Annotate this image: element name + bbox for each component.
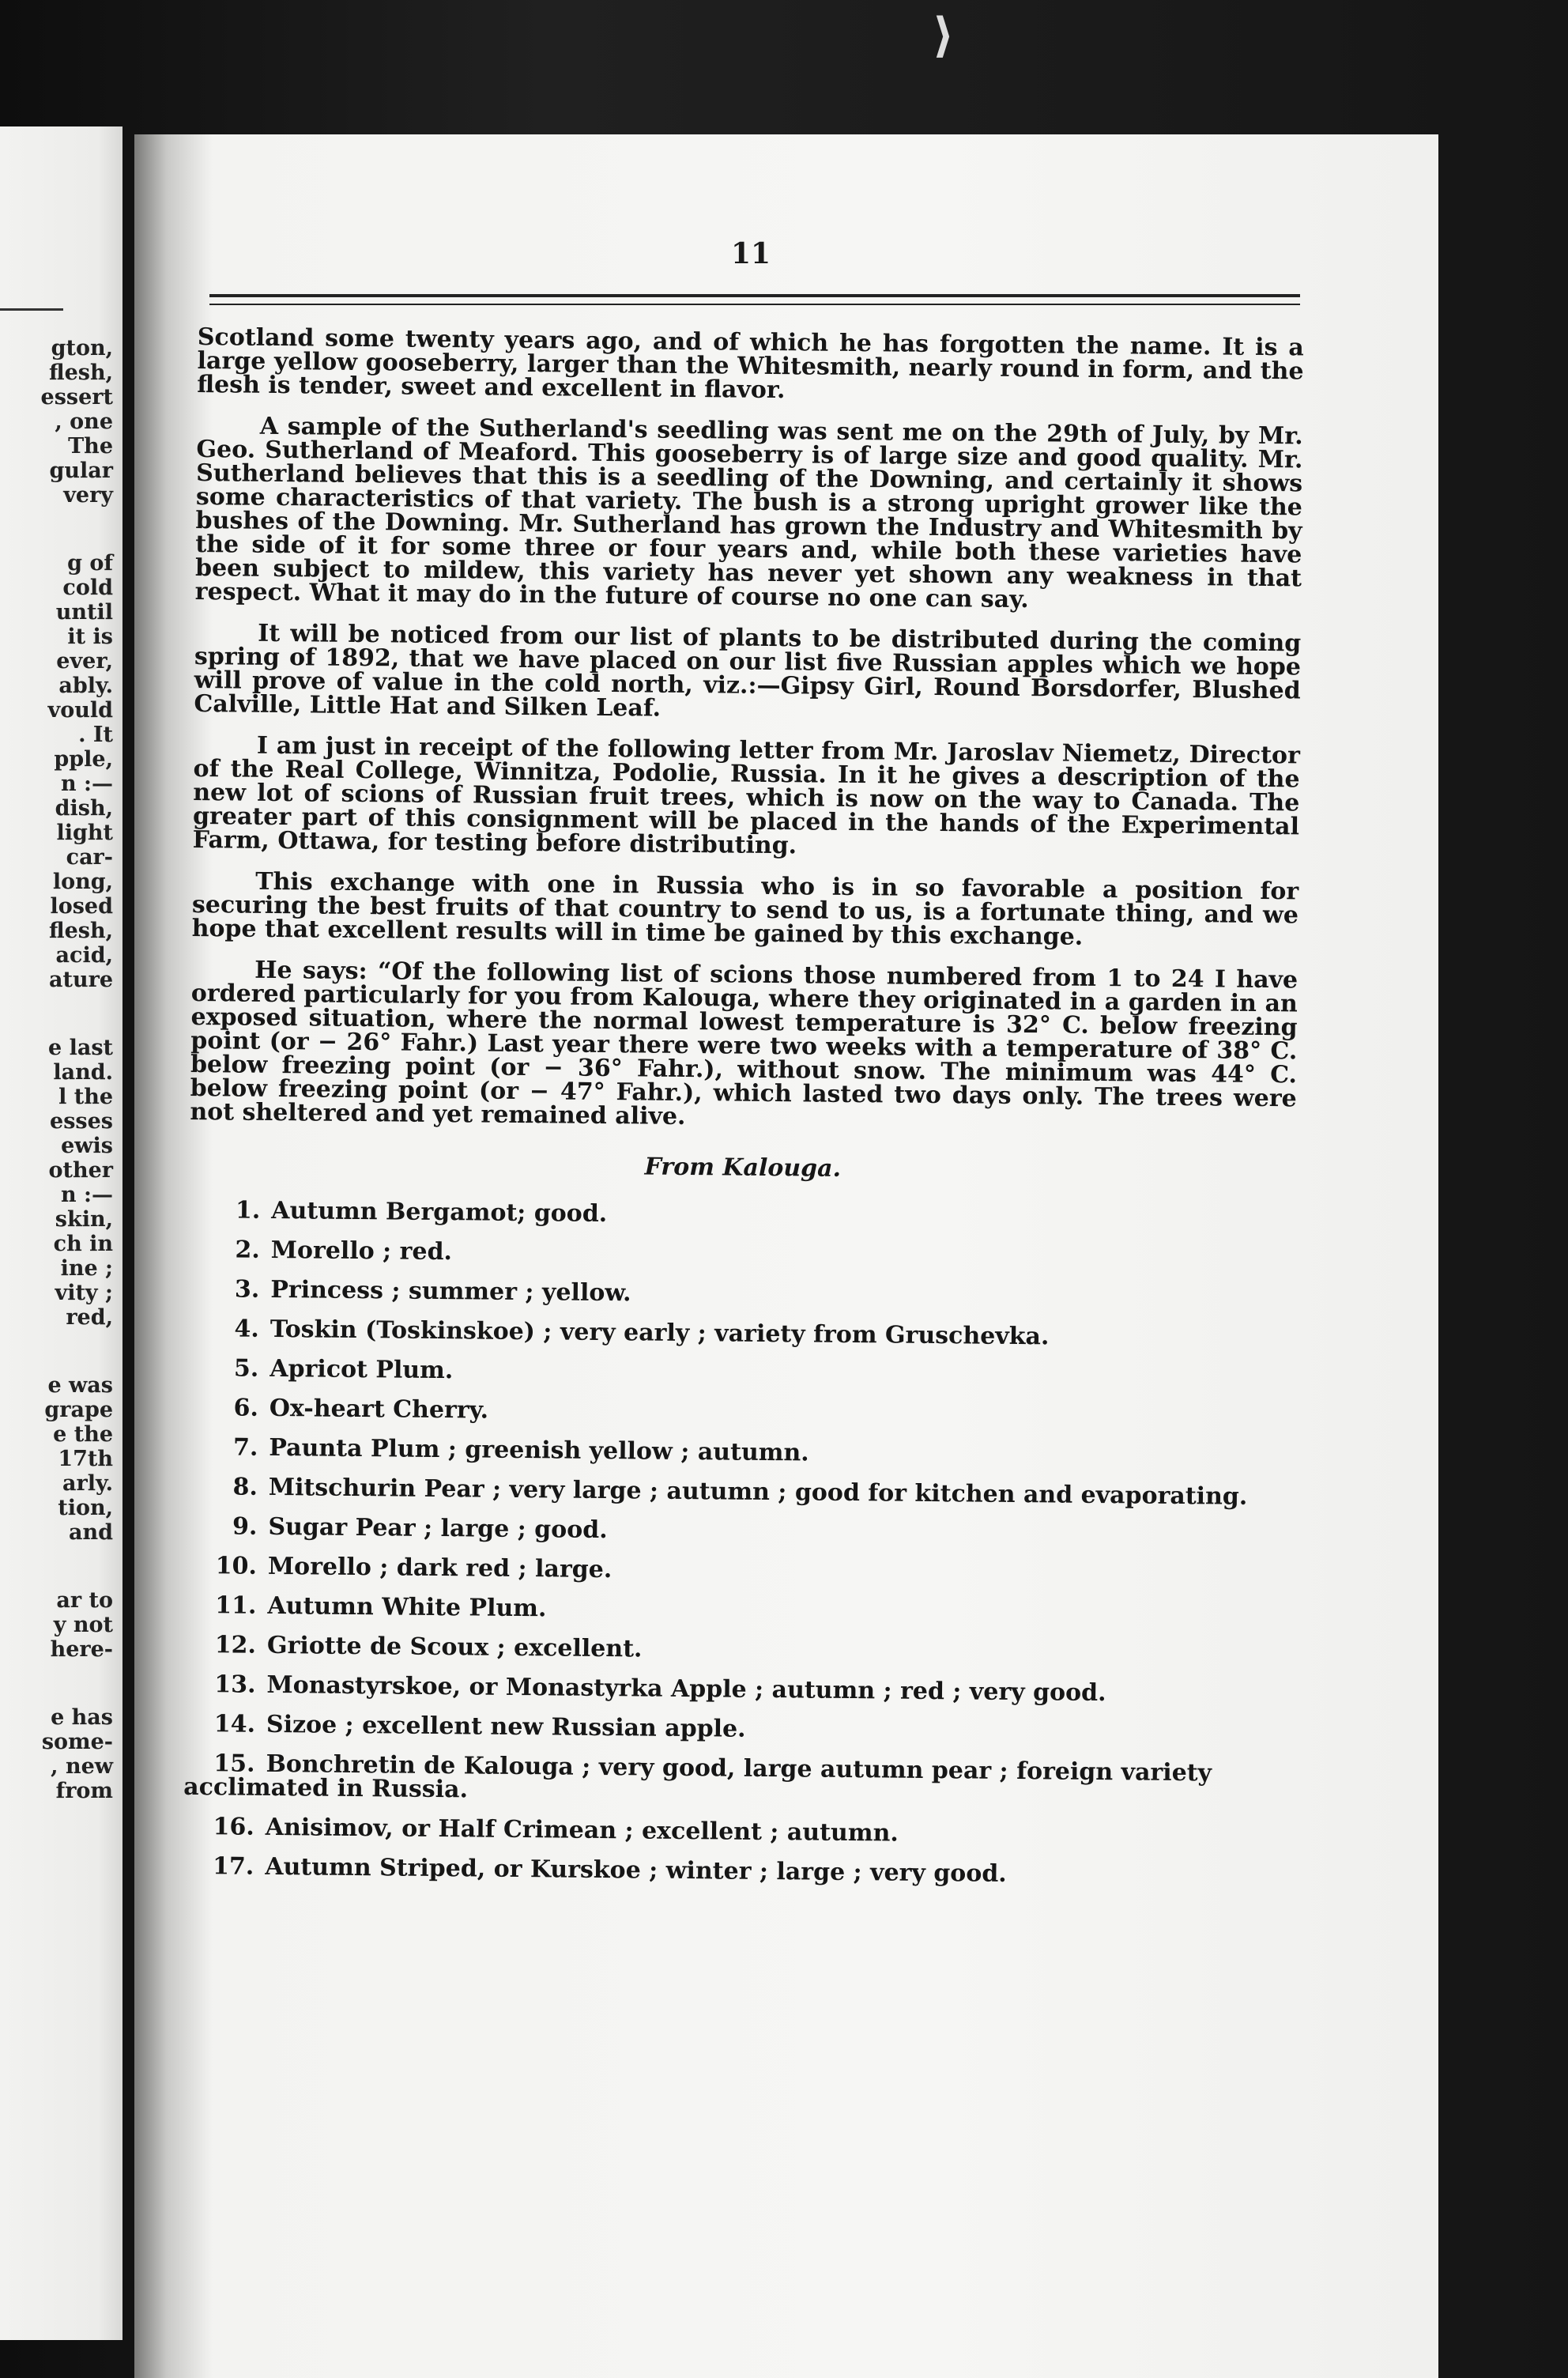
list-item-number: 10.	[215, 1552, 258, 1580]
adjacent-page-line: until	[55, 600, 113, 625]
list-item-number: 11.	[215, 1591, 257, 1620]
list-item-text: Morello ; dark red ; large.	[267, 1552, 612, 1584]
adjacent-page-line: . It	[78, 723, 113, 747]
adjacent-page-line: flesh,	[48, 919, 113, 943]
adjacent-page-line: and	[68, 1520, 113, 1545]
adjacent-page-line: gular	[49, 459, 113, 483]
adjacent-page-line: tion,	[58, 1496, 113, 1520]
list-item-text: Bonchretin de Kalouga ; very good, large autumn pear ; foreign variety acclimated in Russia.	[183, 1750, 1212, 1804]
adjacent-page-line: vity ;	[55, 1281, 113, 1305]
scion-list-item	[183, 1752, 1291, 1810]
adjacent-page-line: ine ;	[60, 1256, 113, 1281]
scion-list-item	[184, 1670, 1291, 1708]
list-item-number: 3.	[234, 1275, 260, 1304]
list-item-number: 14.	[213, 1710, 256, 1738]
scion-list-item	[187, 1433, 1293, 1470]
scion-list-item	[185, 1591, 1291, 1628]
adjacent-page-line: esses	[50, 1109, 113, 1134]
adjacent-page-line: long,	[52, 870, 113, 894]
adjacent-page-line: land.	[53, 1060, 113, 1085]
list-item-number: 16.	[213, 1813, 254, 1841]
header-rule	[209, 294, 1300, 297]
adjacent-page-line: e last	[47, 1036, 113, 1060]
adjacent-page-line: here-	[50, 1637, 113, 1662]
adjacent-page-line: some-	[41, 1730, 113, 1754]
list-item-text: Mitschurin Pear ; very large ; autumn ; good for kitchen and evaporating.	[268, 1473, 1248, 1511]
adjacent-page-line: it is	[67, 625, 113, 649]
adjacent-page-line: l the	[58, 1085, 113, 1109]
scion-list-item	[187, 1354, 1294, 1391]
adjacent-page-line: y not	[53, 1613, 113, 1637]
adjacent-page-line: , new	[51, 1754, 113, 1779]
list-item-text: Autumn Bergamot; good.	[271, 1196, 608, 1229]
list-item-text: Autumn White Plum.	[267, 1591, 547, 1623]
adjacent-page-line: ewis	[61, 1134, 113, 1158]
adjacent-page-line: n :—	[61, 772, 113, 796]
adjacent-page-line: g of	[67, 551, 113, 576]
scion-list-item	[188, 1317, 1295, 1351]
scion-list-item	[186, 1554, 1292, 1588]
adjacent-page-line: acid,	[55, 943, 113, 968]
list-item-number: 15.	[213, 1750, 255, 1778]
list-item-number: 2.	[235, 1236, 260, 1264]
adjacent-page-line: losed	[50, 894, 113, 919]
adjacent-page-line: ar to	[56, 1588, 113, 1613]
adjacent-page-line: cold	[62, 576, 113, 600]
section-title: From Kalouga.	[644, 1153, 842, 1183]
scion-list-item	[183, 1815, 1290, 1849]
list-item-text: Sizoe ; excellent new Russian apple.	[266, 1710, 746, 1743]
adjacent-page-line: grape	[44, 1398, 113, 1422]
scion-list-item	[188, 1275, 1295, 1312]
list-item-text: Morello ; red.	[270, 1236, 453, 1266]
adjacent-page-line: ch in	[53, 1232, 113, 1256]
page-number: 11	[731, 237, 771, 270]
adjacent-page-line: ably.	[58, 674, 113, 698]
adjacent-page-line: n :—	[61, 1183, 113, 1207]
list-item-text: Apricot Plum.	[270, 1354, 454, 1385]
list-item-text: Toskin (Toskinskoe) ; very early ; variety from Gruschevka.	[270, 1315, 1050, 1351]
list-item-number: 17.	[212, 1852, 254, 1881]
paragraph: Scotland some twenty years ago, and of which he has forgotten the name. It is a large yellow gooseberry, larger than the Whitesmith, nearly round in form, and the flesh is tender, sweet and excellent in flavor.	[197, 323, 1304, 405]
adjacent-page-line: dish,	[55, 796, 113, 821]
scion-list-item	[185, 1633, 1291, 1667]
adjacent-page-line: other	[48, 1158, 113, 1183]
scion-list-item	[186, 1512, 1292, 1549]
scion-list-item	[184, 1712, 1291, 1746]
adjacent-page-line: ature	[49, 968, 113, 992]
adjacent-page-line: , one	[55, 410, 113, 434]
list-item-number: 1.	[235, 1196, 261, 1225]
list-item-number: 9.	[232, 1512, 258, 1541]
adjacent-page-line: skin,	[55, 1207, 113, 1232]
list-item-text: Paunta Plum ; greenish yellow ; autumn.	[269, 1433, 809, 1467]
list-item-number: 12.	[214, 1631, 257, 1659]
adjacent-page-line: 17th	[58, 1447, 113, 1471]
adjacent-page-line: very	[63, 483, 113, 508]
adjacent-page-line: e the	[53, 1422, 113, 1447]
list-item-number: 6.	[233, 1394, 259, 1422]
adjacent-page-line: ever,	[56, 649, 113, 674]
adjacent-page-line: from	[55, 1779, 113, 1803]
scion-list	[183, 1198, 1295, 1889]
adjacent-page-line: flesh,	[48, 360, 113, 385]
adjacent-page-line: vould	[47, 698, 113, 723]
adjacent-page-fragment	[0, 126, 122, 2340]
adjacent-page-line: gton,	[51, 336, 113, 360]
page-body	[183, 323, 1304, 1904]
adjacent-page-rule	[0, 308, 63, 311]
scion-list-item	[189, 1198, 1295, 1232]
adjacent-page-line: light	[56, 821, 113, 845]
adjacent-page-line: e has	[51, 1705, 113, 1730]
scion-list-item	[187, 1396, 1294, 1430]
paragraph: I am just in receipt of the following letter from Mr. Jaroslav Niemetz, Director of the Real College, Winnitza, Podolie, Russia. In it he gives a description of the new lot of scions of Russian fruit trees, which is now on the way to Canada. The greater part of this consignment will be placed in the hands of the Experimental Farm, Ottawa, for testing before distributing.	[192, 731, 1301, 860]
adjacent-page-line: essert	[40, 385, 113, 410]
paragraph: He says: “Of the following list of scions those numbered from 1 to 24 I have ordered particularly for you from Kalouga, where they originated in a garden in an exposed situation, where the normal lowest temperature is 32° C. below freezing point (or − 26° Fahr.) Last year there were two weeks with a temperature of 38° C. below freezing point (or − 36° Fahr.), without snow. The minimum was 44° C. below freezing point (or − 47° Fahr.), which lasted two days only. The trees were not sheltered and yet remained alive.	[190, 956, 1298, 1130]
list-item-text: Ox-heart Cherry.	[269, 1394, 489, 1425]
adjacent-page-line: pple,	[54, 747, 113, 772]
adjacent-page-line: red,	[66, 1305, 113, 1330]
list-item-text: Sugar Pear ; large ; good.	[268, 1512, 608, 1545]
adjacent-page-line: e was	[47, 1373, 113, 1398]
list-item-text: Griotte de Scoux ; excellent.	[266, 1631, 643, 1663]
list-item-number: 4.	[234, 1315, 259, 1343]
list-item-number: 5.	[233, 1354, 259, 1383]
scion-list-item	[189, 1238, 1295, 1272]
adjacent-page-line: The	[68, 434, 113, 459]
list-item-number: 8.	[232, 1473, 258, 1501]
paragraph: A sample of the Sutherland's seedling was sent me on the 29th of July, by Mr. Geo. Sutherland of Meaford. This gooseberry is of large size and good quality. Mr. Sutherland believes that this is a seedling of the Downing, and certainly it shows some characteristics of that variety. The bush is a strong upright grower like the bushes of the Downing. Mr. Sutherland has grown the Industry and Whitesmith by the side of it for some three or four years and, while both these varieties have been subject to mildew, this variety has never yet shown any weakness in that respect. What it may do in the future of course no one can say.	[194, 412, 1303, 614]
adjacent-page-line: car-	[66, 845, 113, 870]
list-item-number: 7.	[232, 1433, 258, 1462]
paragraph: It will be noticed from our list of plants to be distributed during the coming spring of 1892, that we have placed on our list five Russian apples which we hope will prove of value in the cold north, viz.:—Gipsy Girl, Round Borsdorfer, Blushed Calville, Little Hat and Silken Leaf.	[194, 619, 1302, 723]
scion-list-item	[187, 1475, 1293, 1509]
list-item-text: Autumn Striped, or Kurskoe ; winter ; large ; very good.	[265, 1852, 1007, 1888]
adjacent-page-line: arly.	[62, 1471, 113, 1496]
list-item-text: Monastyrskoe, or Monastyrka Apple ; autumn ; red ; very good.	[266, 1670, 1106, 1708]
list-item-text: Princess ; summer ; yellow.	[270, 1275, 631, 1308]
scion-list-item	[183, 1852, 1289, 1889]
list-item-number: 13.	[214, 1670, 256, 1699]
scan-mark: ⟩	[933, 8, 955, 63]
paragraph: This exchange with one in Russia who is in so favorable a position for securing the best fruits of that country to send to us, is a fortunate thing, and we hope that excellent results will in time be gained by this exchange.	[191, 867, 1299, 951]
list-item-text: Anisimov, or Half Crimean ; excellent ; autumn.	[265, 1813, 899, 1848]
header-rule-thin	[209, 304, 1300, 305]
